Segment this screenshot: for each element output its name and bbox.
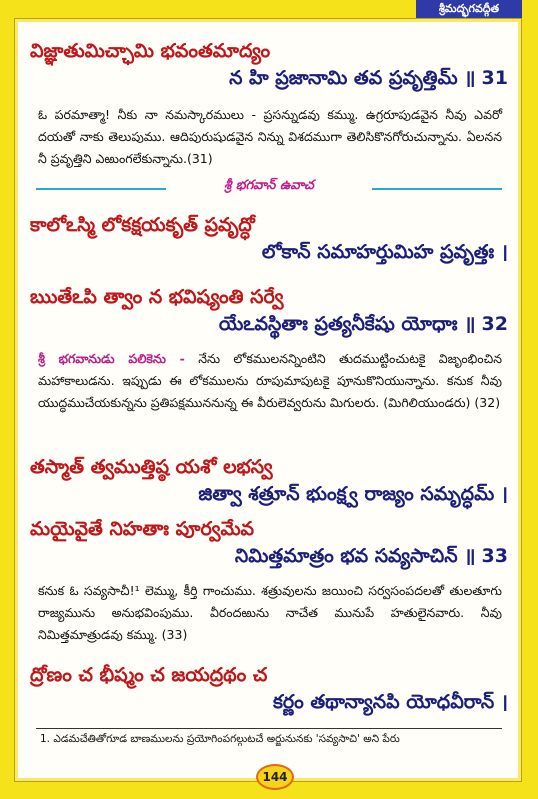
translation-31: ఓ పరమాత్మా! నీకు నా నమస్కారములు - ప్రసన్నుడవు కమ్ము. ఉగ్రరూపుడవైన నీవు ఎవరో దయతో నాకు తెలుపుము. ఆదిపురుషుడవైన నిన్ను విశదముగా తెలిసికొనగోరుచున్నాను. ఏలనన నీ ప్రవృత్తిని ఎఱుంగలేకున్నాను.(31): [38, 107, 502, 166]
verse-32b: [30, 286, 508, 340]
verse-line-2: జిత్వా శత్రూన్ భుంక్ష్వ రాజ్యం సమృద్ధమ్ ।: [198, 483, 508, 505]
speaker-label: శ్రీ భగవానుడు పలికెను -: [38, 351, 185, 366]
verse-line-1: కాలోఽస్మి లోకక్షయకృత్ ప్రవృద్ధో: [30, 214, 255, 236]
sri-bhagavan-heading: శ్రీ భగవాన్ ఉవాచ: [36, 178, 502, 200]
verse-line-2: నిమిత్తమాత్రం భవ సవ్యసాచిన్ ॥ 33: [234, 545, 508, 567]
verse-line-2: లోకాన్ సమాహర్తుమిహ ప్రవృత్తః ।: [261, 241, 508, 263]
translation-32: శ్రీ భగవానుడు పలికెను - నేను లోకములనన్నింటిని తుదముట్టించుటకై విజృంభించిన మహాకాలుడను. ఇప్పుడు ఈ లోకములను రూపుమాపుటకై పూనుకొనియున్నాను. కనుక నీవు యుద్ధముచేయకున్నను ప్రతిపక్షముననున్న ఈ వీరులెవ్వరును మిగులరు. (మిగిలియుండరు) (32): [38, 351, 502, 410]
verse-line-1: మయైవైతే నిహతాః పూర్వమేవ: [30, 518, 255, 540]
verse-number: 33: [481, 545, 508, 567]
verse-line-1: తస్మాత్ త్వముత్తిష్ఠ యశో లభస్వ: [30, 456, 273, 478]
verse-number: 32: [481, 313, 508, 335]
verse-line-1: ద్రోణం చ భీష్మం చ జయద్రథం చ: [30, 664, 268, 686]
header-title: శ్రీమద్భగవద్గీత: [416, 0, 522, 18]
verse-31: [30, 40, 508, 94]
verse-33b: [30, 518, 508, 572]
translation-33: కనుక ఓ సవ్యసాచీ!¹ లెమ్ము, కీర్తి గాంచుము. శత్రువులను జయించి సర్వసంపదలతో తులతూగు రాజ్యమును అనుభవింపుము. వీరందఱును నాచేత మునుపే హతులైనవారు. నీవు నిమిత్తమాత్రుడవు కమ్ము. (33): [38, 583, 502, 642]
page-number: 144: [256, 764, 294, 790]
verse-line-2: న హి ప్రజానామి తవ ప్రవృత్తిమ్ ॥ 31: [229, 67, 508, 89]
footnote: 1. ఎడమచేతితోగూడ బాణములను ప్రయోగింపగల్గుటచే అర్జునునకు 'సవ్యసాచి' అని పేరు: [40, 733, 400, 745]
verse-line-1: ఋతేఽపి త్వాం న భవిష్యంతి సర్వే: [30, 286, 284, 308]
verse-line-1: విజ్ఞాతుమిచ్ఛామి భవంతమాద్యం: [30, 40, 271, 62]
verse-34: [30, 664, 508, 718]
verse-line-2: యేఽవస్థితాః ప్రత్యనీకేషు యోధాః ॥ 32: [218, 313, 508, 335]
footnote-divider: [36, 728, 502, 729]
verse-line-2: కర్ణం తథాన్యానపి యోధవీరాన్ ।: [272, 691, 508, 713]
verse-number: 31: [481, 67, 508, 89]
verse-33a: [30, 456, 508, 510]
verse-32a: [30, 214, 508, 268]
